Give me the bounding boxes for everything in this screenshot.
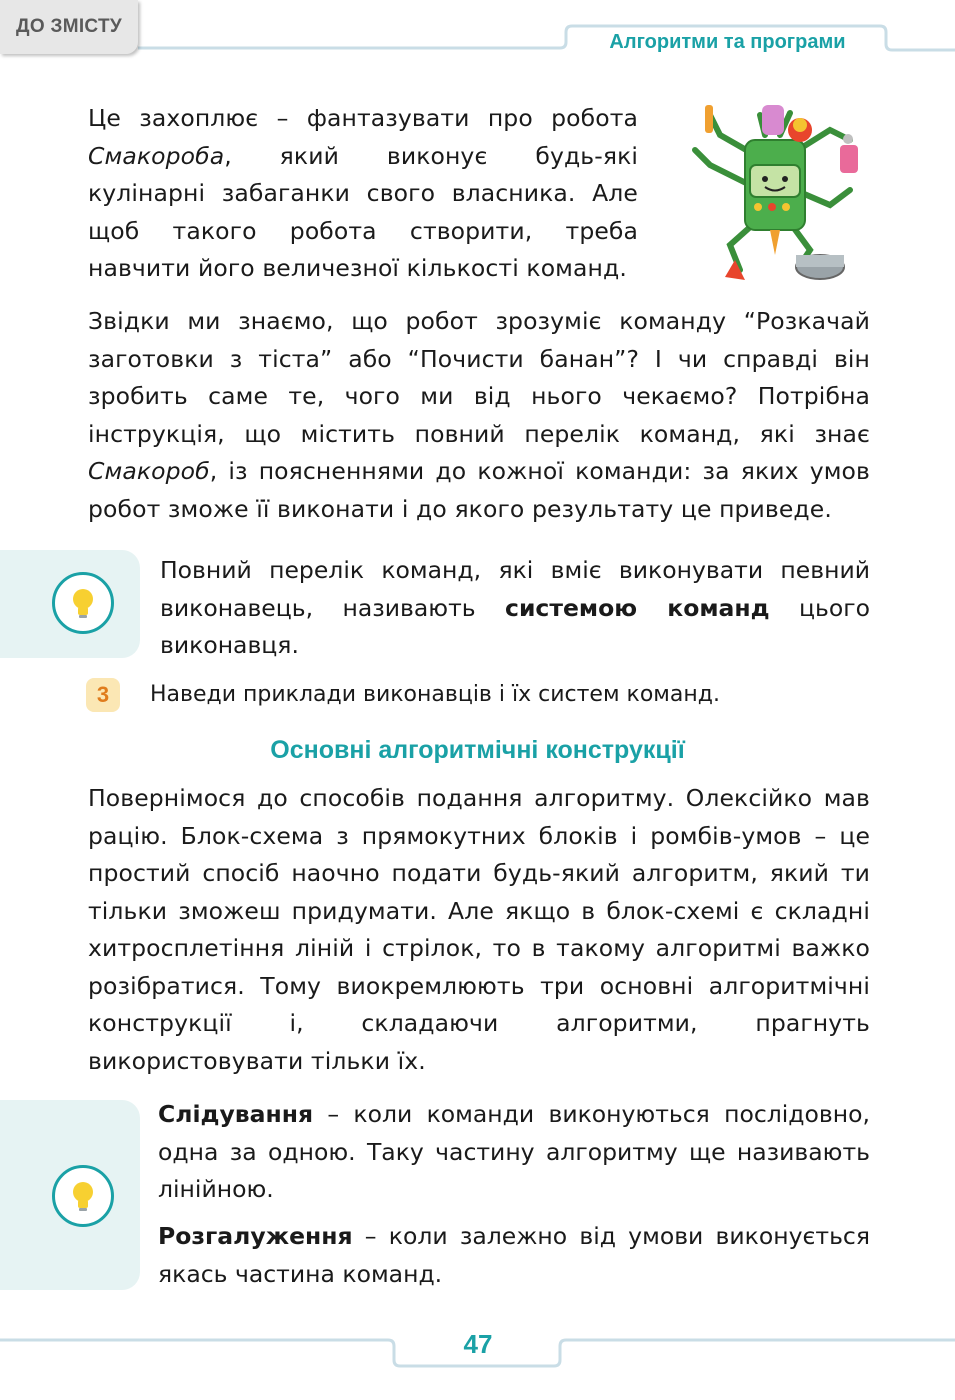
intro-paragraph-2: Звідки ми знаємо, що робот зрозуміє команду “Розкачай заготовки з тіста” або “Почисти банан”? І чи справді він зробить саме те, чого ми від нього чекаємо? Потрібна інструкція, що містить повний перелік команд, які знає Смакороб, із поясненнями до кожної команди: за яких умов робот зможе її виконати і до якого результату це приведе. <box>88 307 870 523</box>
definition-sequence: Слідування – коли команди виконуються послідовно, одна за одною. Таку частину алгоритму ще називають лінійною. <box>158 1100 870 1203</box>
task-text: Наведи приклади виконавців і їх систем команд. <box>150 682 720 707</box>
section-heading: Основні алгоритмічні конструкції <box>270 736 685 764</box>
section-title: Алгоритми та програми <box>609 31 846 53</box>
page-number: 47 <box>463 1329 493 1359</box>
intro-paragraph-1: Це захоплює – фантазувати про робота Смакороба, який виконує будь-які кулінарні забаганки свого власника. Але щоб такого робота створити, треба навчити його величезної кількості команд. <box>88 104 638 282</box>
lightbulb-icon <box>52 1165 114 1227</box>
definition-branching: Розгалуження – коли залежно від умови виконується якась частина команд. <box>158 1222 870 1288</box>
definition-system-of-commands: Повний перелік команд, які вміє виконувати певний виконавець, називають системою команд цього виконавця. <box>160 556 870 659</box>
robot-illustration <box>680 95 865 285</box>
body-paragraph: Повернімося до способів подання алгоритму. Олексійко мав рацію. Блок-схема з прямокутних блоків і ромбів-умов – це простий спосіб наочно подати будь-який алгоритм, який ти тільки зможеш придумати. Але якщо в блок-схемі є складні хитросплетіння ліній і стрілок, то в такому алгоритмі важко розібратися. Тому виокремлюють три основні алгоритмічні конструкції і, складаючи алгоритми, прагнуть використовувати тільки їх. <box>88 784 870 1075</box>
toc-button[interactable]: ДО ЗМІСТУ <box>0 0 138 54</box>
task-number-badge: 3 <box>86 678 120 712</box>
lightbulb-icon <box>52 572 114 634</box>
